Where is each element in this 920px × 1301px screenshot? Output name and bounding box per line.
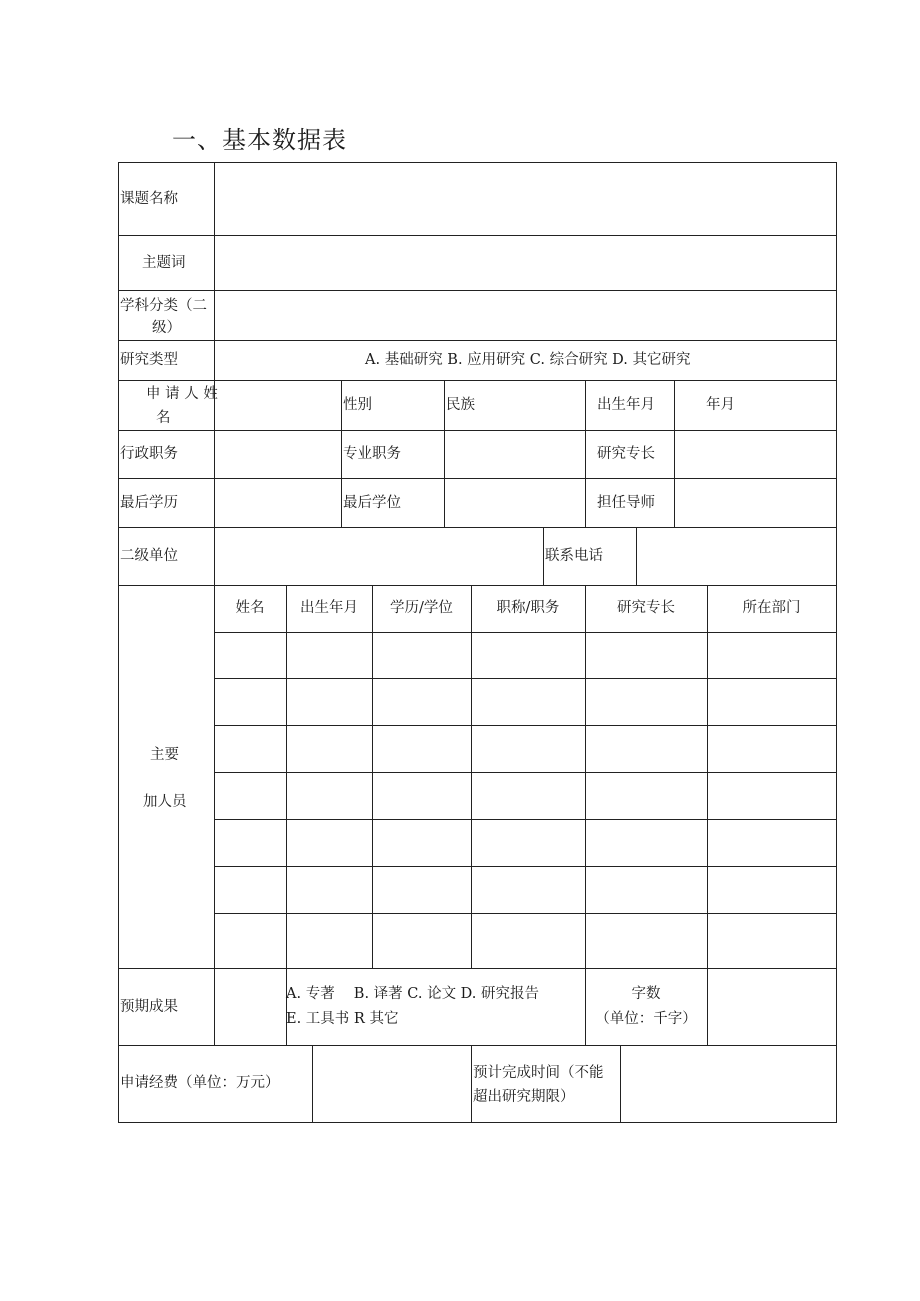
label-discipline-line2: 级） (152, 320, 181, 336)
label-highest-degree: 最后学位 (343, 495, 401, 511)
label-funding: 申请经费（单位：万元） (120, 1075, 280, 1091)
page-title: 一、基本数据表 (172, 126, 347, 154)
label-completion-line1: 预计完成时间（不能 (473, 1065, 604, 1081)
label-contact-phone: 联系电话 (545, 548, 603, 564)
member-header-name: 姓名 (235, 600, 265, 616)
label-word-count-line1: 字数 (631, 986, 661, 1002)
label-applicant-name-line1: 申 请 人 姓 (146, 386, 218, 402)
member-header-birth: 出生年月 (300, 600, 358, 616)
label-applicant-name-line2: 名 (156, 410, 171, 426)
label-ethnicity: 民族 (446, 397, 475, 413)
label-year-month: 年月 (706, 397, 735, 413)
label-members-line2: 加人员 (143, 794, 187, 810)
label-secondary-unit: 二级单位 (120, 548, 178, 564)
label-keywords: 主题词 (142, 255, 186, 271)
label-research-type: 研究类型 (120, 352, 178, 368)
label-supervisor-role: 担任导师 (597, 495, 655, 511)
label-gender: 性别 (343, 397, 372, 413)
label-admin-position: 行政职务 (120, 446, 178, 462)
label-birth-date: 出生年月 (597, 397, 655, 413)
research-type-options: A. 基础研究 B. 应用研究 C. 综合研究 D. 其它研究 (365, 352, 691, 368)
result-options-line2: E. 工具书 R 其它 (286, 1011, 399, 1027)
label-topic-name: 课题名称 (120, 191, 178, 207)
label-highest-education: 最后学历 (120, 495, 178, 511)
member-header-title: 职称/职务 (496, 600, 560, 616)
label-members-line1: 主要 (150, 747, 179, 763)
result-options-line1: A. 专著 B. 译著 C. 论文 D. 研究报告 (286, 986, 540, 1002)
label-professional-title: 专业职务 (343, 446, 401, 462)
member-header-education: 学历/学位 (390, 600, 453, 616)
member-header-specialty: 研究专长 (617, 600, 675, 616)
label-completion-line2: 超出研究期限） (473, 1089, 575, 1105)
label-discipline-line1: 学科分类（二 (120, 298, 207, 314)
label-research-specialty: 研究专长 (597, 446, 655, 462)
label-expected-results: 预期成果 (120, 999, 178, 1015)
label-word-count-line2: （单位：千字） (595, 1011, 697, 1027)
member-header-department: 所在部门 (742, 600, 801, 616)
